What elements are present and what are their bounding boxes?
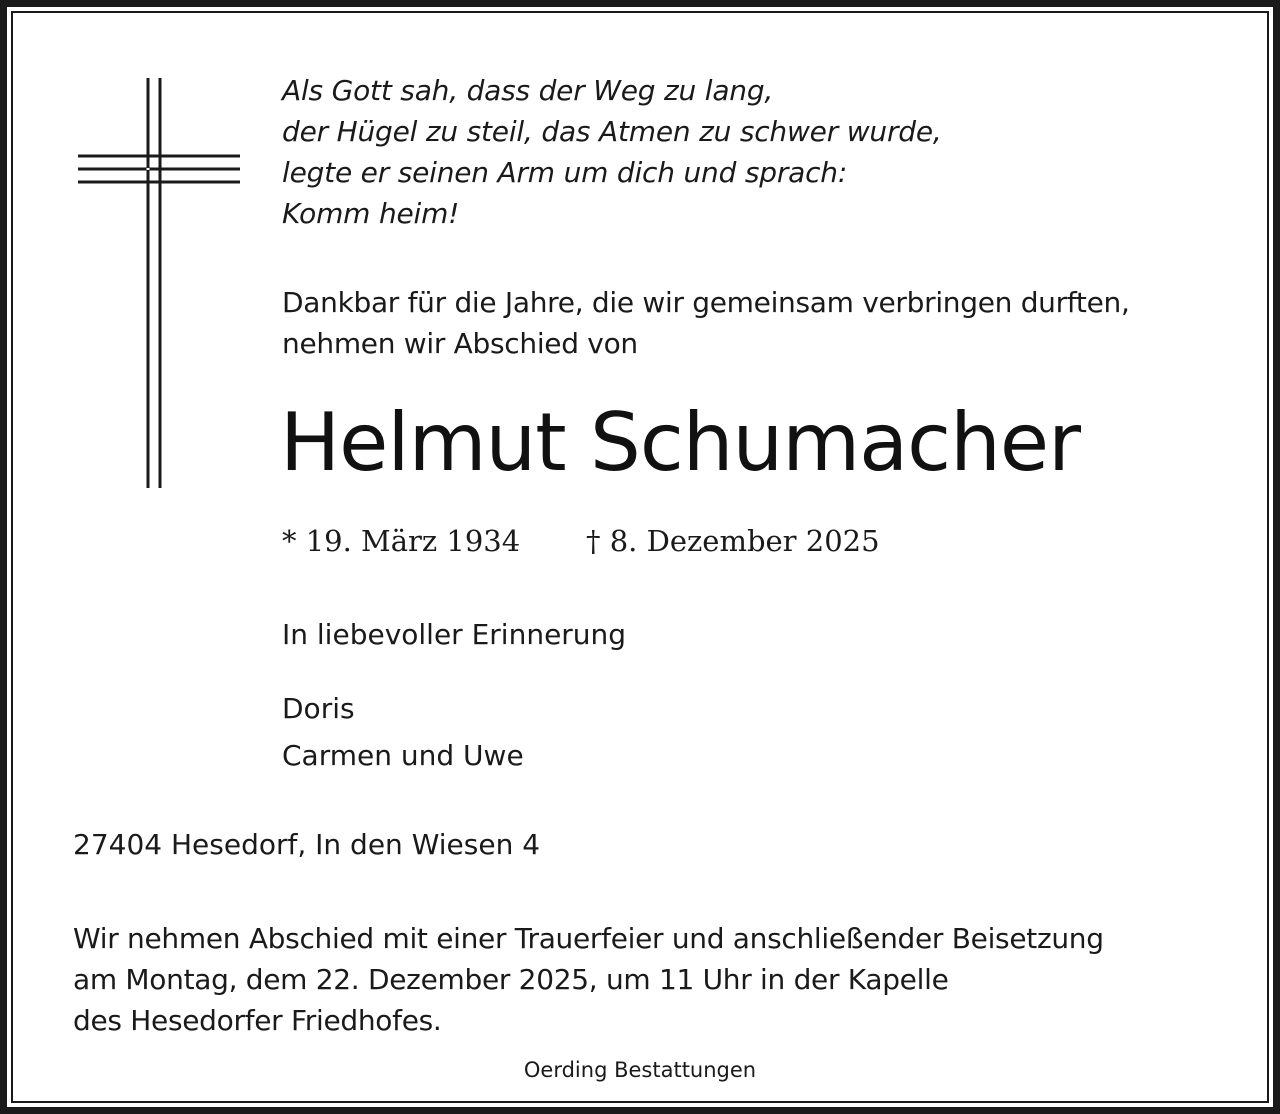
family-address: 27404 Hesedorf, In den Wiesen 4 bbox=[73, 828, 541, 861]
service-line: des Hesedorfer Friedhofes. bbox=[73, 1004, 442, 1037]
birth-date: * 19. März 1934 bbox=[282, 524, 521, 558]
funeral-service-info bbox=[73, 918, 1104, 1041]
service-line: Wir nehmen Abschied mit einer Trauerfeier und anschließender Beisetzung bbox=[73, 922, 1104, 955]
cross-icon bbox=[76, 78, 242, 488]
thanks-text bbox=[282, 282, 1130, 364]
memory-phrase: In liebevoller Erinnerung bbox=[282, 618, 627, 651]
verse-line: legte er seinen Arm um dich und sprach: bbox=[282, 156, 848, 189]
mourner-list bbox=[282, 685, 524, 779]
verse-line: der Hügel zu steil, das Atmen zu schwer wurde, bbox=[282, 115, 942, 148]
service-line: am Montag, dem 22. Dezember 2025, um 11 Uhr in der Kapelle bbox=[73, 963, 949, 996]
thanks-line: nehmen wir Abschied von bbox=[282, 327, 638, 360]
memorial-verse bbox=[282, 70, 942, 234]
undertaker-credit: Oerding Bestattungen bbox=[523, 1058, 757, 1082]
thanks-line: Dankbar für die Jahre, die wir gemeinsam verbringen durften, bbox=[282, 286, 1130, 319]
mourner-name: Carmen und Uwe bbox=[282, 739, 524, 772]
mourner-name: Doris bbox=[282, 692, 355, 725]
death-date: † 8. Dezember 2025 bbox=[586, 524, 880, 558]
verse-line: Komm heim! bbox=[282, 197, 460, 230]
verse-line: Als Gott sah, dass der Weg zu lang, bbox=[282, 74, 774, 107]
deceased-name: Helmut Schumacher bbox=[280, 396, 1080, 489]
